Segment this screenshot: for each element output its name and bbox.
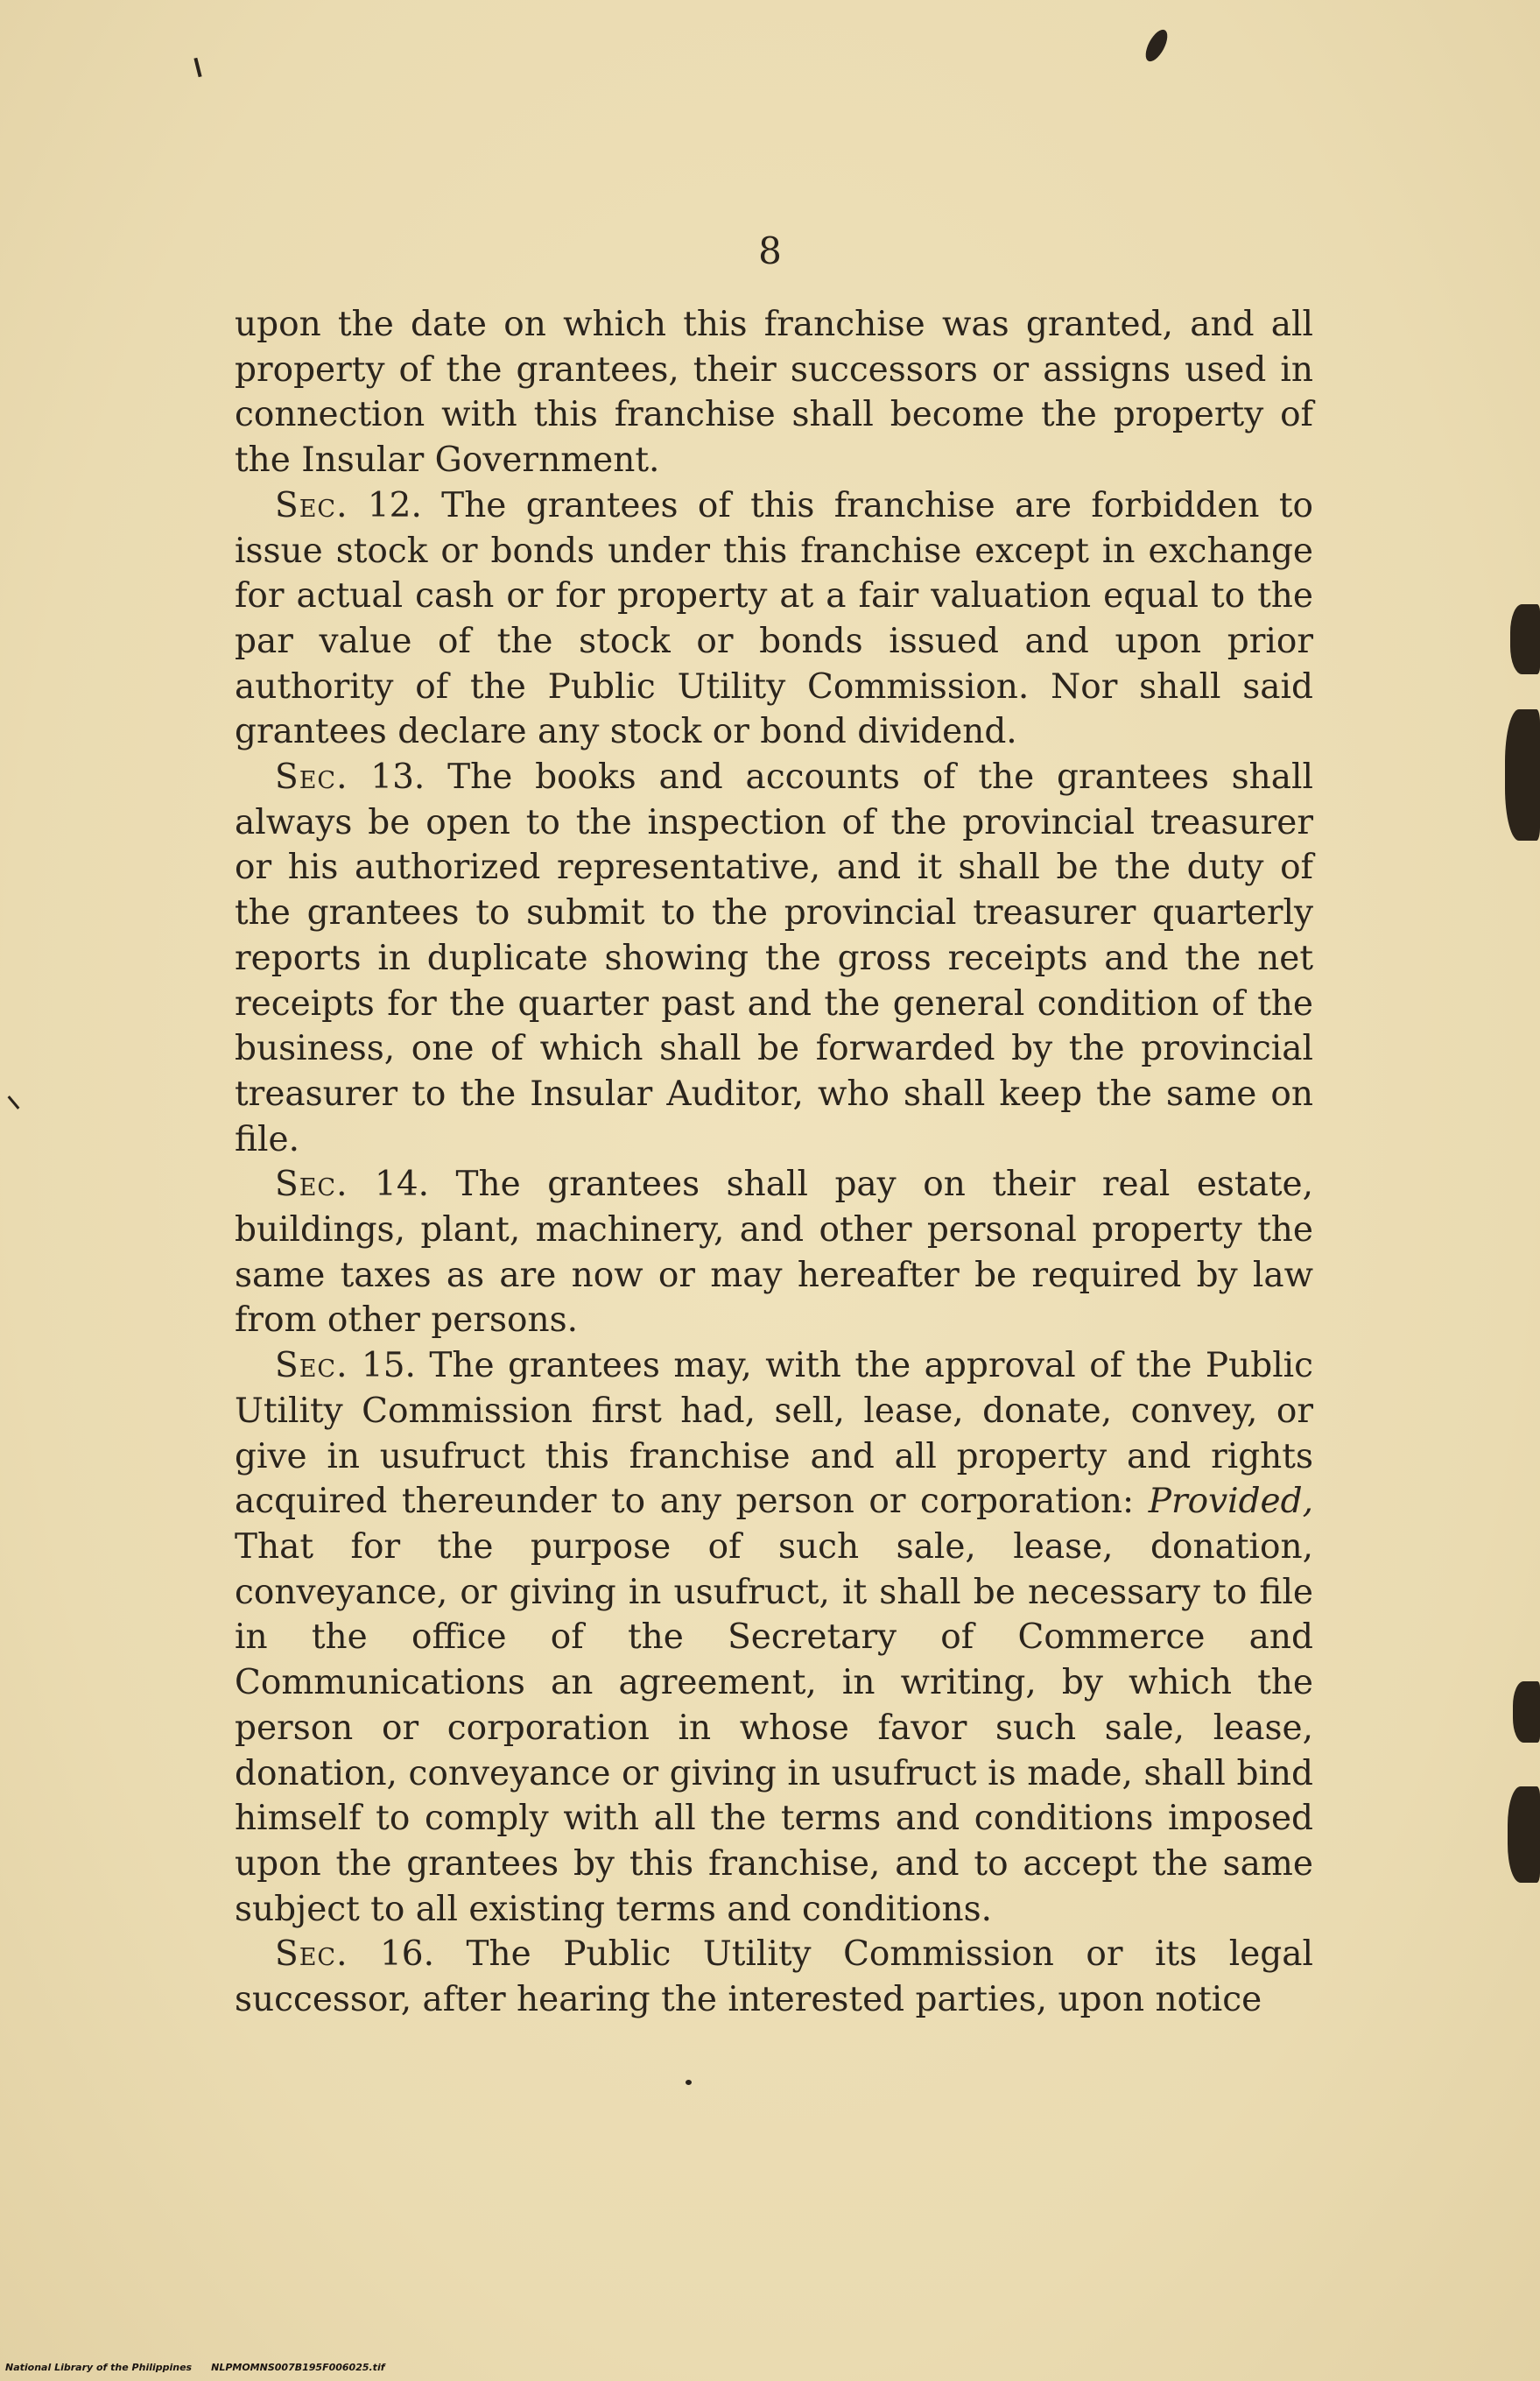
edge-burn [1505, 709, 1540, 841]
ink-speck [8, 1095, 20, 1109]
edge-burn [1510, 604, 1540, 674]
ink-speck [686, 2080, 692, 2085]
edge-burn [1513, 1681, 1540, 1743]
section-label: Sec. [275, 485, 348, 525]
section-12 [235, 483, 1313, 755]
section-13 [235, 755, 1313, 1162]
ink-speck [193, 58, 201, 77]
section-16 [235, 1932, 1313, 2022]
section-label: Sec. [275, 757, 348, 798]
section-text: 14. The grantees shall pay on their real estate, buildings, plant, machinery, and other personal property the same taxes as are now or may hereafter be required by law from other persons. [235, 1165, 1313, 1341]
ink-blot [1142, 26, 1172, 65]
library-credit: National Library of the Philippines [5, 2362, 193, 2373]
section-text: 16. The Public Utility Commission or its legal successor, after hearing the interested parties, upon notice [235, 1934, 1313, 2020]
body-text [235, 302, 1313, 2023]
edge-burn [1508, 1786, 1540, 1883]
section-label: Sec. [275, 1165, 348, 1205]
section-14 [235, 1162, 1313, 1343]
paragraph-text: upon the date on which this franchise was granted, and all property of the grantees, their successors or assigns used in connection with this franchise shall become the property of the Insular Government. [235, 305, 1313, 481]
file-id: NLPMOMNS007B195F006025.tif [211, 2362, 385, 2373]
page-number: 8 [758, 229, 782, 272]
section-text: 15. The grantees may, with the approval of the Public Utility Commission first had, sell, lease, donate, convey, or give in usufruct this franchise and all property and rights acquired thereunder to any person or corporation: [235, 1346, 1313, 1522]
section-label: Sec. [275, 1934, 348, 1975]
section-text: 13. The books and accounts of the grantees shall always be open to the inspection of the provincial treasurer or his authorized representative, and it shall be the duty of the grantees to submit to the provincial treasurer quarterly reports in duplicate showing the gross receipts and the net receipts for the quarter past and the general condition of the business, one of which shall be forwarded by the provincial treasurer to the Insular Auditor, who shall keep the same on file. [235, 757, 1313, 1159]
proviso-emphasis: Provided, [1148, 1482, 1313, 1522]
paragraph-continuation [235, 302, 1313, 483]
section-text: 12. The grantees of this franchise are forbidden to issue stock or bonds under this franchise except in exchange for actual cash or for property at a fair valuation equal to the par value of the stock or bonds issued and upon prior authority of the Public Utility Commission. Nor shall said grantees declare any stock or bond dividend. [235, 485, 1313, 752]
section-15 [235, 1343, 1313, 1932]
scan-footer [5, 2362, 404, 2373]
section-label: Sec. [275, 1346, 348, 1386]
proviso-text: That for the purpose of such sale, lease, donation, conveyance, or giving in usufruct, it shall be necessary to file in the office of the Secretary of Commerce and Communications an agreement, in writing, by which the person or corporation in whose favor such sale, lease, donation, conveyance or giving in usufruct is made, shall bind himself to comply with all the terms and conditions imposed upon the grantees by this franchise, and to accept the same subject to all existing terms and conditions. [235, 1526, 1313, 1929]
